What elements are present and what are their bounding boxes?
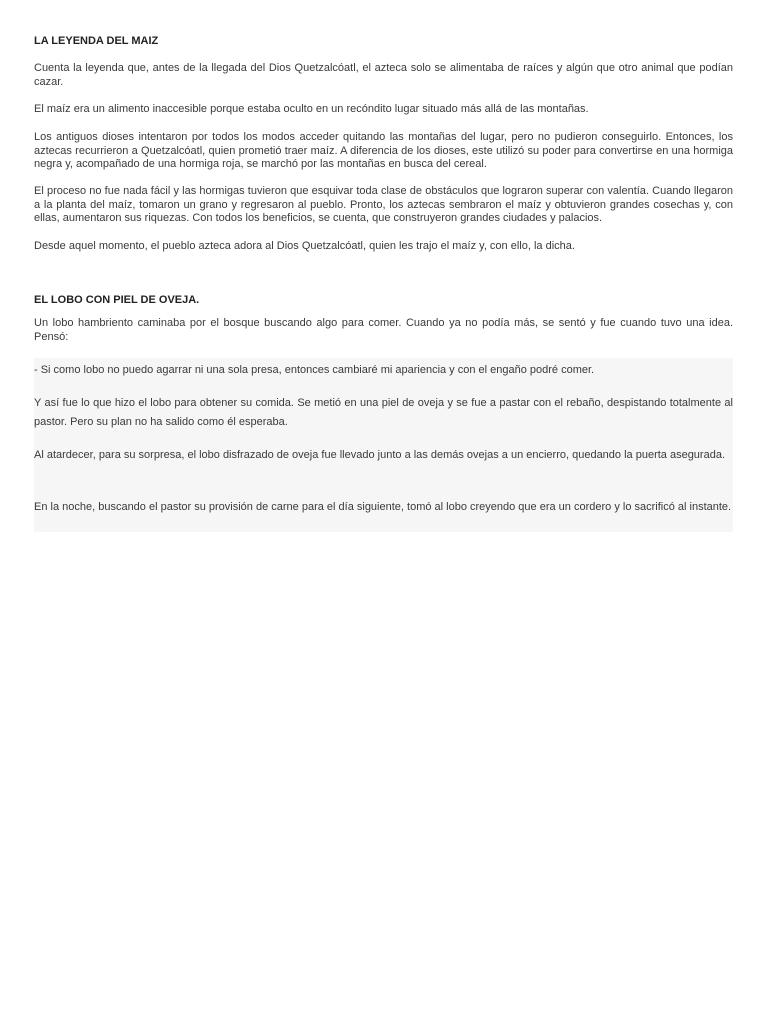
story2-intro: Un lobo hambriento caminaba por el bosque buscando algo para comer. Cuando ya no podía más, se sentó y fue cuando tuvo una idea. Pensó: bbox=[34, 317, 733, 343]
story2-paragraph-2: Y así fue lo que hizo el lobo para obtener su comida. Se metió en una piel de oveja y se fue a pastar con el rebaño, despistando totalmente al pastor. Pero su plan no ha salido como él esperaba. bbox=[34, 397, 733, 428]
story1-paragraph-3: Los antiguos dioses intentaron por todos los modos acceder quitando las montañas del lugar, pero no pudieron conseguirlo. Entonces, los aztecas recurrieron a Quetzalcóatl, quien prometió traer maíz. A diferencia de los dioses, este utilizó su poder para convertirse en una hormiga negra y, acompañado de una hormiga roja, se marchó por las montañas en busca del cereal. bbox=[34, 131, 733, 170]
story2-paragraph-1: - Si como lobo no puedo agarrar ni una sola presa, entonces cambiaré mi apariencia y con el engaño podré comer. bbox=[34, 364, 595, 376]
story1-paragraph-4: El proceso no fue nada fácil y las hormigas tuvieron que esquivar toda clase de obstáculos que lograron superar con valentía. Cuando llegaron a la planta del maíz, tomaron un grano y regresaron al pueblo. Pronto, los aztecas sembraron el maíz y obtuvieron grandes cosechas y, con ellas, aumentaron sus riquezas. Con todos los beneficios, se cuenta, que construyeron grandes ciudades y palacios. bbox=[34, 185, 733, 224]
story1-title: LA LEYENDA DEL MAIZ bbox=[34, 35, 159, 47]
story1-paragraph-5: Desde aquel momento, el pueblo azteca adora al Dios Quetzalcóatl, quien les trajo el maíz y, con ello, la dicha. bbox=[34, 240, 575, 252]
story1-paragraph-1: Cuenta la leyenda que, antes de la llegada del Dios Quetzalcóatl, el azteca solo se alimentaba de raíces y algún que otro animal que podían cazar. bbox=[34, 62, 733, 88]
story2-paragraph-4: En la noche, buscando el pastor su provisión de carne para el día siguiente, tomó al lobo creyendo que era un cordero y lo sacrificó al instante. bbox=[34, 501, 732, 513]
story1-paragraph-2: El maíz era un alimento inaccesible porque estaba oculto en un recóndito lugar situado más allá de las montañas. bbox=[34, 103, 589, 115]
story2-paragraph-3: Al atardecer, para su sorpresa, el lobo disfrazado de oveja fue llevado junto a las demás ovejas a un encierro, quedando la puerta asegurada. bbox=[34, 449, 726, 461]
story2-title: EL LOBO CON PIEL DE OVEJA. bbox=[34, 294, 200, 306]
